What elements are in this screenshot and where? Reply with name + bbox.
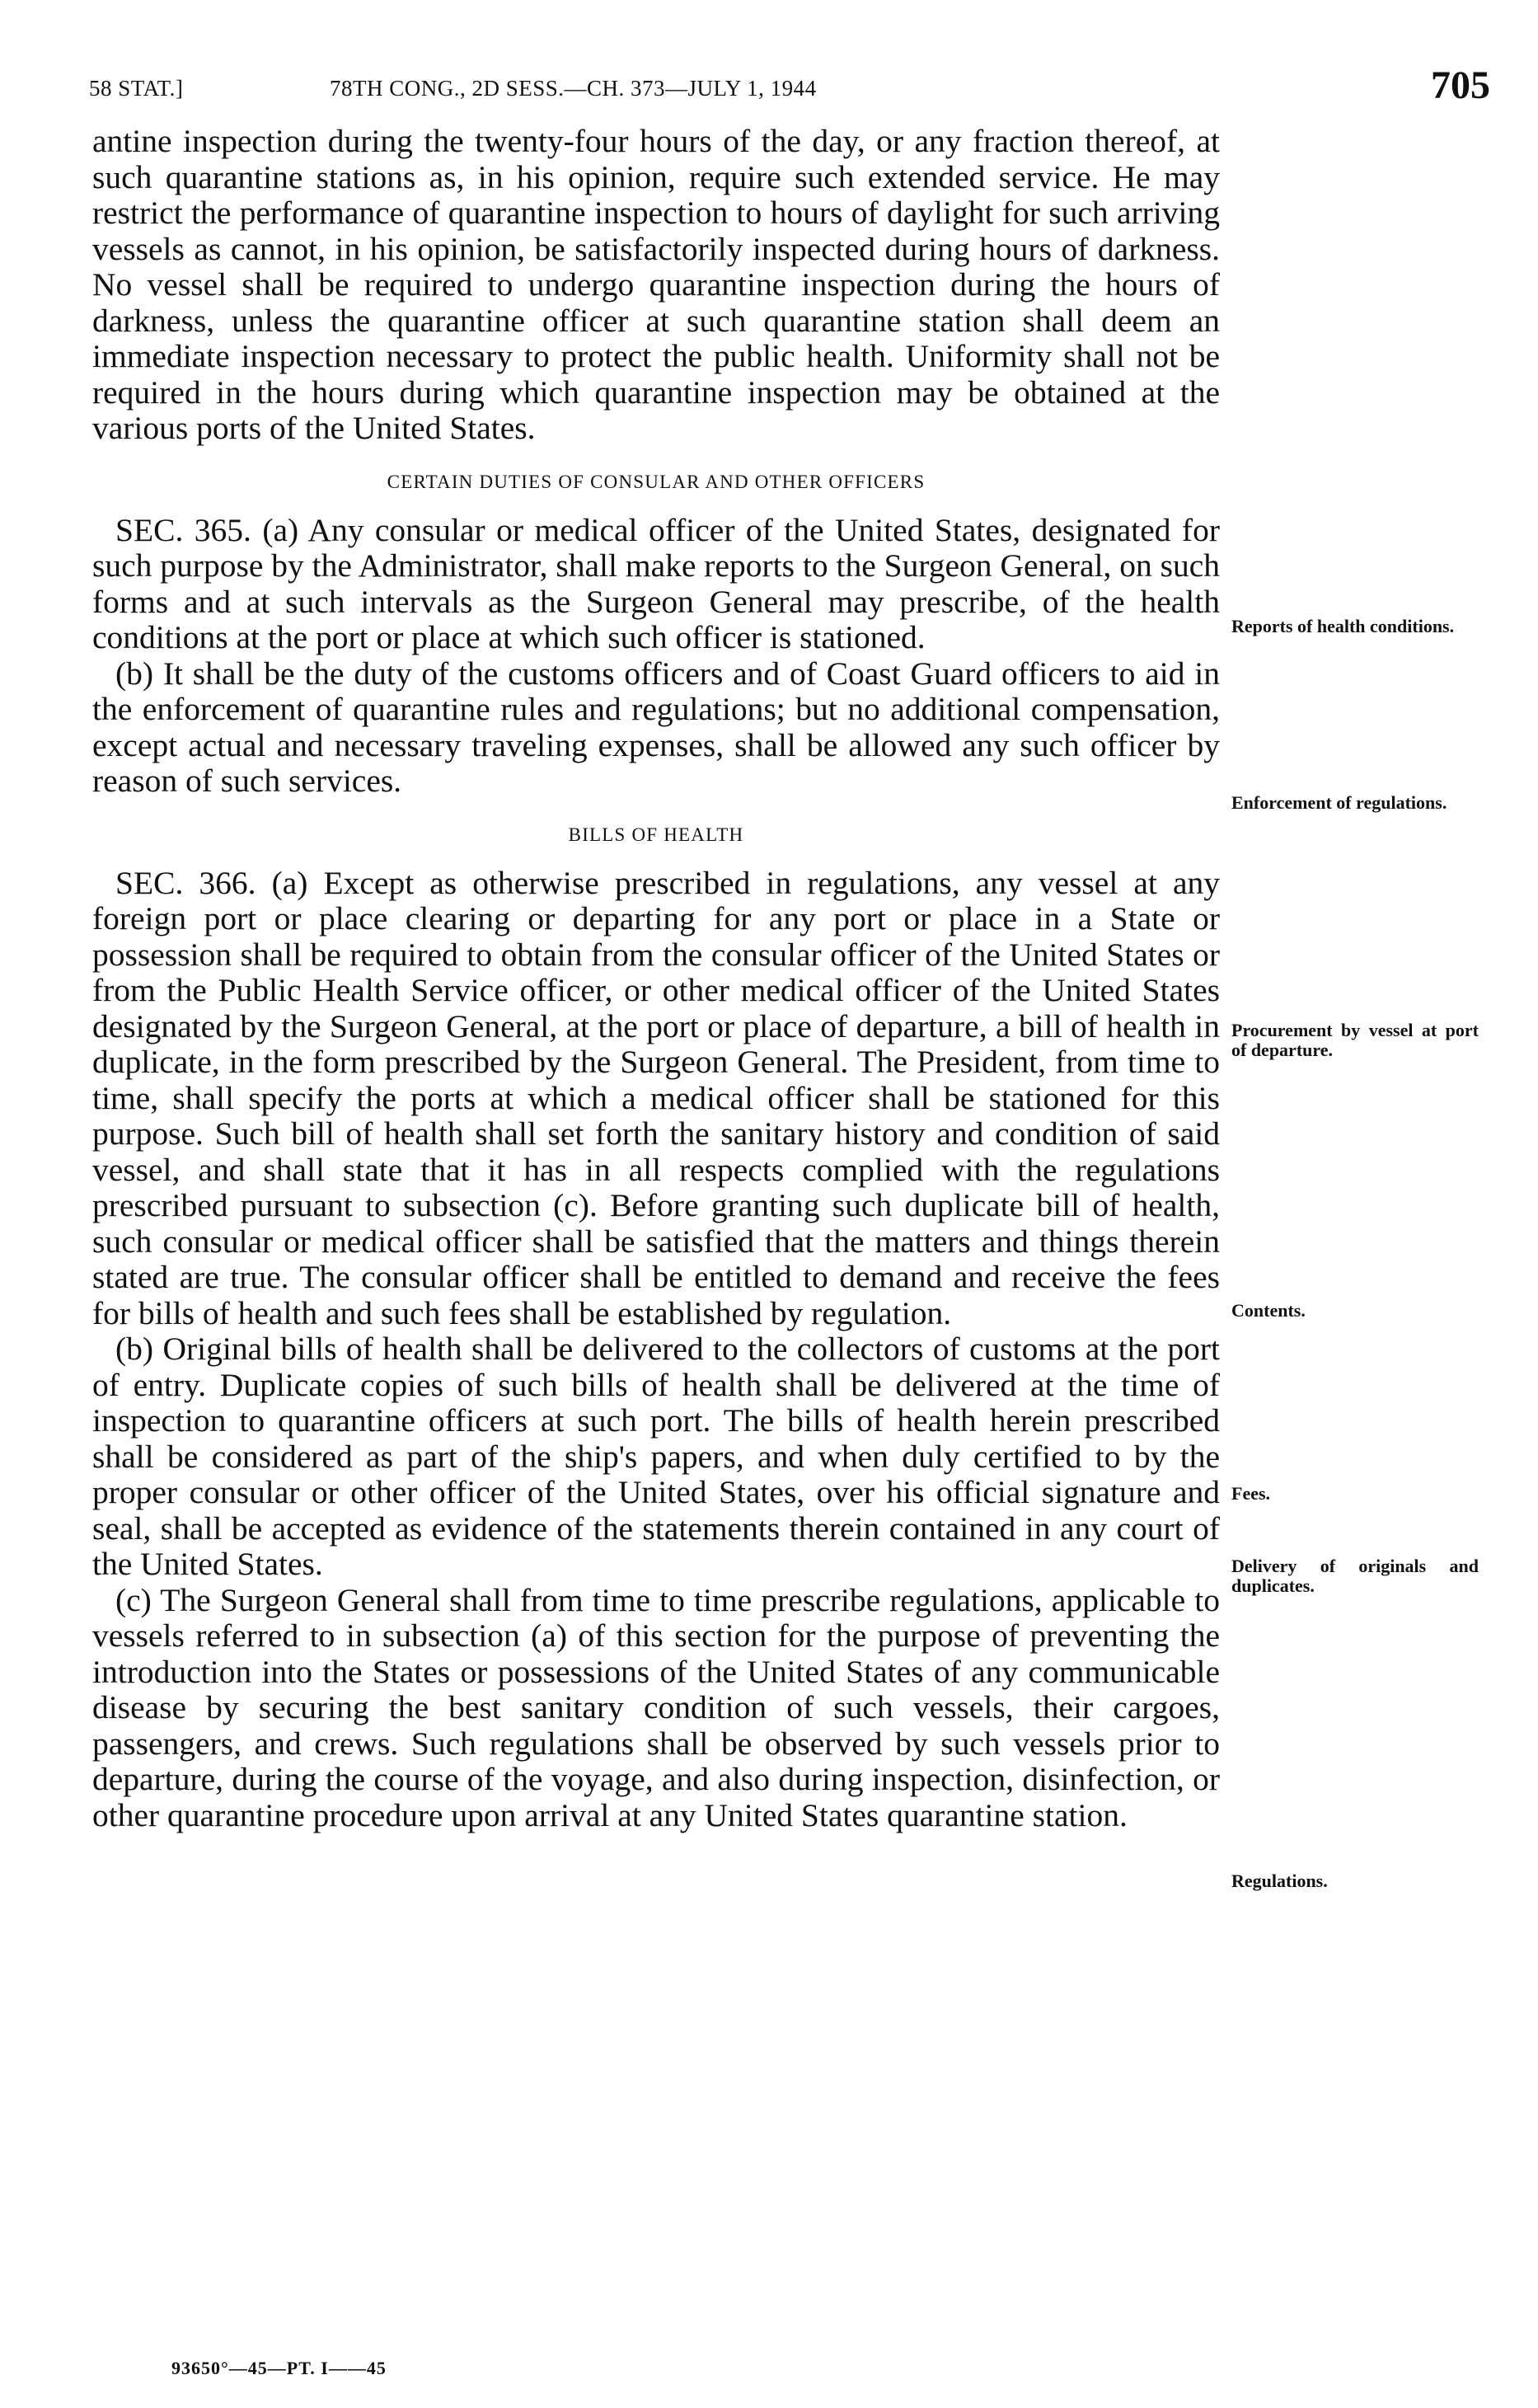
margin-note-regulations: Regulations. bbox=[1231, 1871, 1328, 1891]
margin-note-enforcement: Enforcement of regulations. bbox=[1231, 792, 1447, 813]
section-366-a: SEC. 366. (a) Except as otherwise prescribed in regulations, any vessel at any foreign port or place clearing or departing for any port or place in a State or possession shall be required to obtain from the consular officer of the United States or from the Public Health Service officer, or other medical officer of the United States designated by the Surgeon General, at the port or place of departure, a bill of health in duplicate, in the form prescribed by the Surgeon General. The President, from time to time, shall specify the ports at which a medical officer shall be stationed for this purpose. Such bill of health shall set forth the sanitary history and condition of said vessel, and shall state that it has in all respects complied with the regulations prescribed pursuant to subsection (c). Before granting such duplicate bill of health, such consular or medical officer shall be satisfied that the matters and things therein stated are true. The consular officer shall be entitled to demand and receive the fees for bills of health and such fees shall be established by regulation. bbox=[92, 864, 1220, 1331]
margin-note-fees: Fees. bbox=[1231, 1483, 1271, 1504]
section-heading-certain-duties: CERTAIN DUTIES OF CONSULAR AND OTHER OFFICERS bbox=[387, 471, 926, 492]
section-365-a: SEC. 365. (a) Any consular or medical officer of the United States, designated for such purpose by the Administrator, shall make reports to the Surgeon General, on such forms and at such intervals as the Surgeon General may prescribe, of the health conditions at the port or place at which such officer is stationed. bbox=[92, 511, 1220, 655]
print-code: 93650°—45—PT. I——45 bbox=[171, 2358, 387, 2378]
section-366-b: (b) Original bills of health shall be delivered to the collectors of customs at the port of entry. Duplicate copies of such bills of health shall be delivered at the time of inspection to quarantine officers at such port. The bills of health herein prescribed shall be considered as part of the ship's papers, and when duly certified to by the proper consular or other officer of the United States, over his official signature and seal, shall be accepted as evidence of the statements therein contained in any court of the United States. bbox=[92, 1331, 1220, 1582]
margin-note-reports: Reports of health conditions. bbox=[1231, 616, 1455, 636]
margin-note-procurement: Procurement by vessel at port of departure. bbox=[1231, 1020, 1479, 1060]
main-text-column bbox=[92, 124, 1220, 1833]
opening-paragraph: antine inspection during the twenty-four hours of the day, or any fraction thereof, at such quarantine stations as, in his opinion, require such extended service. He may restrict the performance of quarantine inspection to hours of daylight for such arriving vessels as cannot, in his opinion, be satisfactorily inspected during hours of darkness. No vessel shall be required to undergo quarantine inspection during the hours of darkness, unless the quarantine officer at such quarantine station shall deem an immediate inspection necessary to protect the public health. Uniformity shall not be required in the hours during which quarantine inspection may be obtained at the various ports of the United States. bbox=[92, 123, 1220, 446]
session-line: 78TH CONG., 2D SESS.—CH. 373—JULY 1, 1944 bbox=[330, 76, 817, 101]
page-number: 705 bbox=[1431, 63, 1490, 107]
section-365-b: (b) It shall be the duty of the customs officers and of Coast Guard officers to aid in the enforcement of quarantine rules and regulations; but no additional compensation, except actual and necessary traveling expenses, shall be allowed any such officer by reason of such services. bbox=[92, 655, 1220, 799]
section-heading-bills-of-health: BILLS OF HEALTH bbox=[568, 824, 744, 845]
margin-note-delivery: Delivery of originals and duplicates. bbox=[1231, 1556, 1479, 1596]
running-head bbox=[89, 58, 1490, 132]
section-366-c: (c) The Surgeon General shall from time to time prescribe regulations, applicable to vessels referred to in subsection (a) of this section for the purpose of preventing the introduction into the States or possessions of the United States of any communicable disease by securing the best sanitary condition of such vessels, their cargoes, passengers, and crews. Such regulations shall be observed by such vessels prior to departure, during the course of the voyage, and also during inspection, disinfection, or other quarantine procedure upon arrival at any United States quarantine station. bbox=[92, 1581, 1220, 1833]
margin-note-contents: Contents. bbox=[1231, 1300, 1306, 1321]
statute-reference: 58 STAT.] bbox=[89, 76, 184, 101]
